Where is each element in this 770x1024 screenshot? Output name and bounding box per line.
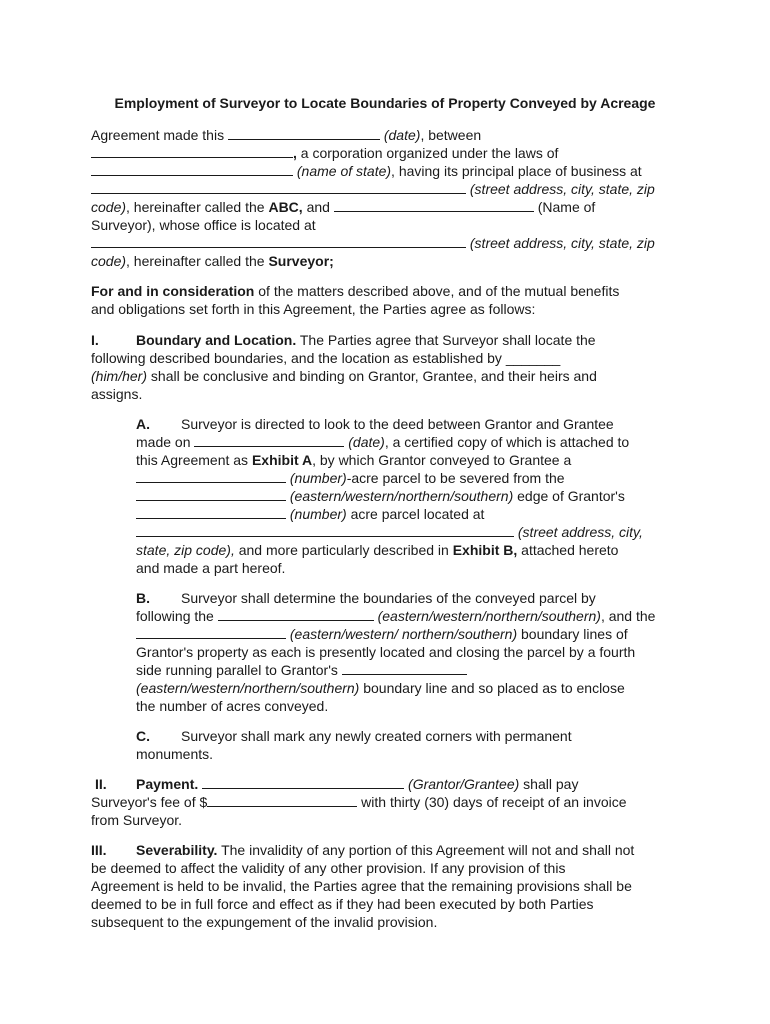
subsection-text: -acre parcel to be severed from the (346, 470, 565, 486)
section-number: I. (91, 332, 99, 348)
corporation-name-blank (91, 144, 293, 158)
preamble-line-7 (91, 234, 655, 252)
section-3-line-4: deemed to be in full force and effect as if they had been executed by both Parties (91, 896, 594, 912)
subsection-b-line-4: Grantor's property as each is presently located and closing the parcel by a fourth (136, 644, 636, 660)
parcel-acreage-blank (136, 505, 286, 519)
subsection-b-line-2 (136, 607, 655, 625)
section-number: II. (95, 776, 107, 792)
section-heading: Boundary and Location. (136, 332, 297, 348)
preamble-text: , between (420, 127, 482, 143)
subsection-a-line-1 (136, 415, 614, 433)
date-hint: (date) (379, 127, 421, 143)
consideration-text: of the matters described above, and of the mutual benefits (254, 283, 620, 299)
preamble-text: (Name of (533, 199, 596, 215)
subsection-b-line-5 (136, 661, 467, 679)
payer-hint: (Grantor/Grantee) (404, 776, 520, 792)
address-hint: state, zip code), (136, 542, 235, 558)
preamble-line-3 (91, 162, 642, 180)
subsection-label: C. (136, 728, 150, 744)
number-hint: (number) (286, 506, 347, 522)
subsection-a-line-6 (136, 505, 484, 523)
section-3-line-2: be deemed to affect the validity of any other provision. If any provision of this (91, 860, 566, 876)
abc-term: ABC, (268, 199, 303, 215)
subsection-label: B. (136, 590, 150, 606)
section-number: III. (91, 842, 107, 858)
document-title: Employment of Surveyor to Locate Boundaries of Property Conveyed by Acreage (114, 95, 656, 111)
section-text: with thirty (30) days of receipt of an invoice (357, 794, 627, 810)
date-hint: (date) (344, 434, 385, 450)
subsection-text: boundary lines of (517, 626, 628, 642)
parcel-address-blank (136, 523, 514, 537)
subsection-text: Surveyor is directed to look to the deed between Grantor and Grantee (181, 416, 614, 432)
section-2-line-1 (95, 775, 578, 793)
section-3-line-5: subsequent to the expungement of the invalid provision. (91, 914, 438, 930)
subsection-text: Surveyor shall determine the boundaries of the conveyed parcel by (181, 590, 596, 606)
preamble-text: , hereinafter called the (126, 253, 269, 269)
fee-amount-blank (207, 793, 357, 807)
subsection-b-line-1 (136, 589, 596, 607)
surveyor-term: Surveyor; (268, 253, 334, 269)
subsection-text: acre parcel located at (346, 506, 485, 522)
section-2-line-2 (91, 793, 627, 811)
section-text: shall pay (519, 776, 579, 792)
exhibit-a-term: Exhibit A (251, 452, 313, 468)
section-1-line-3 (91, 367, 597, 385)
preamble-line-1 (91, 126, 481, 144)
pronoun-hint: (him/her) (91, 368, 148, 384)
acreage-blank (136, 469, 286, 483)
section-text: The Parties agree that Surveyor shall locate the (296, 332, 596, 348)
exhibit-b-term: Exhibit B, (452, 542, 518, 558)
state-blank (91, 162, 293, 176)
section-text: The invalidity of any portion of this Agreement will not and shall not (217, 842, 635, 858)
preamble-line-2 (91, 144, 558, 162)
subsection-text: made on (136, 434, 195, 450)
preamble-line-6: Surveyor), whose office is located at (91, 217, 316, 233)
surveyor-name-blank (334, 198, 534, 212)
payer-blank (202, 775, 404, 789)
section-1-line-4: assigns. (91, 386, 143, 402)
subsection-a-line-7 (136, 523, 643, 541)
subsection-text: , and the (600, 608, 656, 624)
subsection-b-line-7: the number of acres conveyed. (136, 698, 329, 714)
section-2-line-3: from Surveyor. (91, 812, 183, 828)
subsection-a-line-2 (136, 433, 629, 451)
section-text: shall be conclusive and binding on Grantor, Grantee, and their heirs and (147, 368, 597, 384)
subsection-a-line-4 (136, 469, 565, 487)
address-hint: code) (91, 199, 127, 215)
subsection-text: and more particularly described in (234, 542, 453, 558)
subsection-b-line-3 (136, 625, 628, 643)
preamble-text: , (293, 145, 297, 161)
number-hint: (number) (286, 470, 347, 486)
second-direction-blank (136, 625, 286, 639)
abc-address-blank (91, 180, 466, 194)
preamble-text: , having its principal place of business at (391, 163, 642, 179)
preamble-text: , hereinafter called the (126, 199, 269, 215)
subsection-text: attached hereto (517, 542, 619, 558)
address-hint: code) (91, 253, 127, 269)
subsection-a-line-9: and made a part hereof. (136, 560, 286, 576)
consideration-line-1 (91, 282, 619, 300)
direction-hint: (eastern/western/northern/southern) (373, 608, 601, 624)
preamble-text: Agreement made this (91, 127, 228, 143)
subsection-a-line-3 (136, 451, 571, 469)
subsection-text: boundary line and so placed as to enclose (359, 680, 625, 696)
subsection-text: this Agreement as (136, 452, 252, 468)
section-3-line-3: Agreement is held to be invalid, the Parties agree that the remaining provisions shall be (91, 878, 632, 894)
section-1-line-2: following described boundaries, and the location as established by _______ (91, 350, 561, 366)
fourth-side-blank (342, 661, 467, 675)
subsection-text: side running parallel to Grantor's (136, 662, 342, 678)
direction-hint: (eastern/western/ northern/southern) (286, 626, 518, 642)
deed-date-blank (194, 433, 344, 447)
subsection-a-line-5 (136, 487, 625, 505)
section-heading: Payment. (136, 776, 199, 792)
subsection-c-line-2: monuments. (136, 746, 214, 762)
subsection-label: A. (136, 416, 150, 432)
subsection-b-line-6 (136, 679, 625, 697)
section-3-line-1 (91, 841, 634, 859)
date-blank (228, 126, 380, 140)
boundary-direction-blank (218, 607, 374, 621)
preamble-line-8 (91, 252, 334, 270)
preamble-line-4 (91, 180, 655, 198)
subsection-text: following the (136, 608, 218, 624)
edge-direction-blank (136, 487, 286, 501)
section-heading: Severability. (136, 842, 218, 858)
state-hint: (name of state) (293, 163, 392, 179)
section-1-line-1 (91, 331, 596, 349)
consideration-lead: For and in consideration (91, 283, 255, 299)
preamble-text: a corporation organized under the laws of (296, 145, 559, 161)
preamble-line-5 (91, 198, 595, 216)
address-hint: (street address, city, (514, 524, 643, 540)
address-hint: (street address, city, state, zip (466, 235, 655, 251)
consideration-line-2: and obligations set forth in this Agreement, the Parties agree as follows: (91, 301, 536, 317)
subsection-text: edge of Grantor's (513, 488, 625, 504)
surveyor-address-blank (91, 234, 466, 248)
subsection-c-line-1 (136, 727, 572, 745)
subsection-text: , by which Grantor conveyed to Grantee a (312, 452, 572, 468)
subsection-text: Surveyor shall mark any newly created corners with permanent (181, 728, 572, 744)
section-text: Surveyor's fee of $ (91, 794, 208, 810)
preamble-text: and (302, 199, 334, 215)
direction-hint: (eastern/western/northern/southern) (136, 680, 360, 696)
subsection-text: , a certified copy of which is attached to (384, 434, 630, 450)
direction-hint: (eastern/western/northern/southern) (286, 488, 514, 504)
address-hint: (street address, city, state, zip (466, 181, 655, 197)
subsection-a-line-8 (136, 541, 618, 559)
